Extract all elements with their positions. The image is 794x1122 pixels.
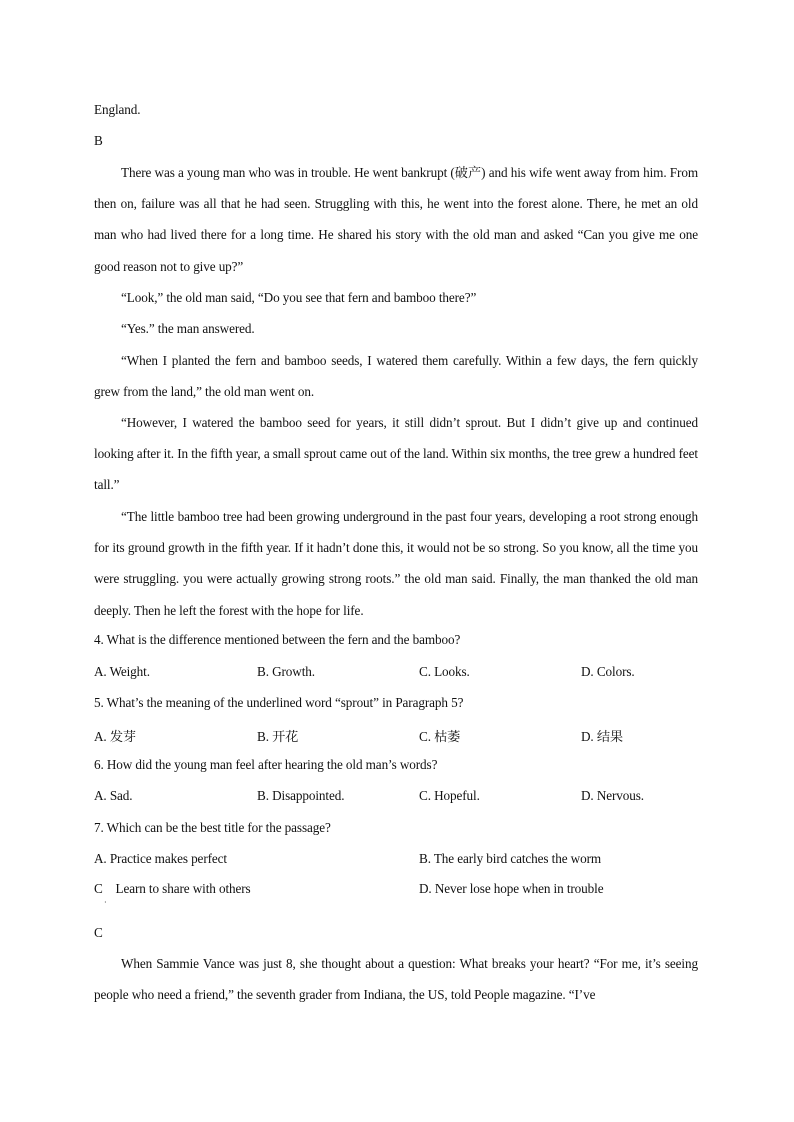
question-4-option-c: C. Looks. (419, 664, 470, 679)
stray-dot-mark: · (104, 898, 107, 907)
question-4-option-b: B. Growth. (257, 664, 315, 679)
section-b-paragraph-4: “When I planted the fern and bamboo seeds, I watered them carefully. Within a few days, the fern quickly grew from the land,” the old man went on. (94, 353, 698, 400)
question-6-option-c: C. Hopeful. (419, 788, 480, 803)
question-7-stem: 7. Which can be the best title for the passage? (94, 820, 331, 835)
section-c-paragraph-1: When Sammie Vance was just 8, she thought about a question: What breaks your heart? “For me, it’s seeing people who need a friend,” the seventh grader from Indiana, the US, told People magazine. “I’ve (94, 956, 698, 1003)
question-6-stem: 6. How did the young man feel after hearing the old man’s words? (94, 757, 438, 772)
section-b-label: B (94, 133, 103, 148)
question-6-option-d: D. Nervous. (581, 788, 644, 803)
question-7-option-a: A. Practice makes perfect (94, 851, 227, 866)
section-b-paragraph-5: “However, I watered the bamboo seed for years, it still didn’t sprout. But I didn’t give up and continued looking after it. In the fifth year, a small sprout came out of the land. Within six months, the tree grew a hundred feet tall.” (94, 415, 698, 493)
question-5-option-d: D. 结果 (581, 729, 623, 744)
question-7-option-b: B. The early bird catches the worm (419, 851, 602, 866)
top-fragment: England. (94, 102, 141, 117)
question-7-option-c: C Learn to share with others (94, 881, 251, 896)
question-4-stem: 4. What is the difference mentioned between the fern and the bamboo? (94, 632, 461, 647)
question-7-option-d: D. Never lose hope when in trouble (419, 881, 604, 896)
section-b-paragraph-2: “Look,” the old man said, “Do you see that fern and bamboo there?” (121, 290, 477, 305)
section-b-paragraph-1: There was a young man who was in trouble. He went bankrupt (破产) and his wife went away from him. From then on, failure was all that he had seen. Struggling with this, he went into the forest alone. There, he met an old man who had lived there for a long time. He shared his story with the old man and asked “Can you give me one good reason not to give up?” (94, 165, 698, 274)
section-b-paragraph-6: “The little bamboo tree had been growing underground in the past four years, developing a root strong enough for its ground growth in the fifth year. If it hadn’t done this, it would not be so strong. So you know, all the time you were struggling. you were actually growing strong roots.” the old man said. Finally, the man thanked the old man deeply. Then he left the forest with the hope for life. (94, 509, 698, 618)
question-5-option-c: C. 枯萎 (419, 729, 461, 744)
question-5-stem: 5. What’s the meaning of the underlined word “sprout” in Paragraph 5? (94, 695, 464, 710)
section-c-label: C (94, 925, 103, 940)
question-4-option-a: A. Weight. (94, 664, 150, 679)
question-6-option-a: A. Sad. (94, 788, 133, 803)
section-b-paragraph-3: “Yes.” the man answered. (121, 321, 255, 336)
question-5-option-a: A. 发芽 (94, 729, 136, 744)
question-4-option-d: D. Colors. (581, 664, 635, 679)
question-5-option-b: B. 开花 (257, 729, 299, 744)
question-6-option-b: B. Disappointed. (257, 788, 345, 803)
